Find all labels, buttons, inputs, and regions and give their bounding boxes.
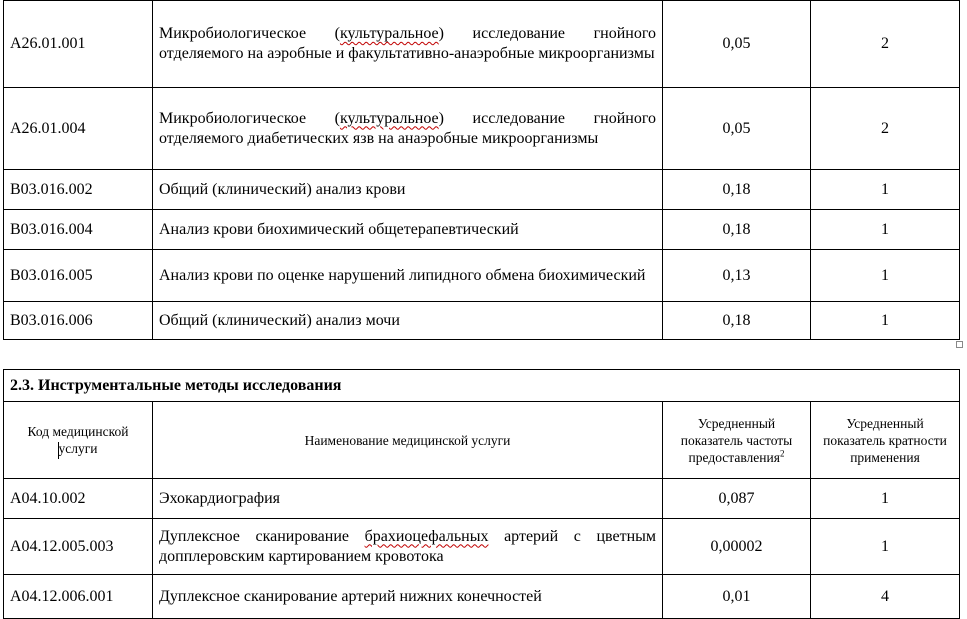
table-row <box>4 302 960 340</box>
spellcheck-word[interactable]: брахиоцефальных <box>364 527 489 545</box>
frequency-value: 0,05 <box>663 88 811 170</box>
table-row <box>4 88 960 170</box>
service-name: Анализ крови по оценке нарушений липидного обмена биохимический <box>153 250 663 302</box>
frequency-value: 0,18 <box>663 210 811 250</box>
frequency-value: 0,18 <box>663 302 811 340</box>
service-code: B03.016.006 <box>4 302 153 340</box>
service-code: B03.016.004 <box>4 210 153 250</box>
services-table-lab <box>3 0 960 340</box>
service-name <box>153 88 663 170</box>
service-name: Анализ крови биохимический общетерапевтический <box>153 210 663 250</box>
multiplicity-value: 1 <box>811 170 960 210</box>
footnote-marker: 2 <box>779 448 785 458</box>
table-header-row <box>4 402 960 479</box>
service-name: Эхокардиография <box>153 479 663 519</box>
multiplicity-value: 2 <box>811 1 960 88</box>
frequency-value: 0,087 <box>663 479 811 519</box>
header-code: Код медицинской услуги <box>4 402 153 479</box>
spellcheck-word[interactable]: культуральное <box>339 25 439 42</box>
table-row <box>4 519 960 575</box>
services-table-instrumental <box>3 369 960 619</box>
name-part: Микробиологическое ( <box>159 109 340 127</box>
service-code: A04.10.002 <box>4 479 153 519</box>
service-name: Дуплексное сканирование артерий нижних конечностей <box>153 575 663 619</box>
table-row <box>4 250 960 302</box>
service-code: A26.01.004 <box>4 88 153 170</box>
service-code: A04.12.005.003 <box>4 519 153 575</box>
section-title: 2.3. Инструментальные методы исследования <box>4 370 960 402</box>
service-code: A04.12.006.001 <box>4 575 153 619</box>
multiplicity-value: 1 <box>811 250 960 302</box>
table-row <box>4 170 960 210</box>
service-name: Общий (клинический) анализ крови <box>153 170 663 210</box>
section-title-row <box>4 370 960 402</box>
frequency-value: 0,00002 <box>663 519 811 575</box>
service-code: B03.016.005 <box>4 250 153 302</box>
table-row <box>4 575 960 619</box>
multiplicity-value: 1 <box>811 210 960 250</box>
frequency-value: 0,13 <box>663 250 811 302</box>
service-code: A26.01.001 <box>4 1 153 88</box>
table-row <box>4 210 960 250</box>
frequency-value: 0,18 <box>663 170 811 210</box>
service-name <box>153 519 663 575</box>
service-code: B03.016.002 <box>4 170 153 210</box>
header-frequency-label: Усредненный показатель частоты предоставления <box>680 415 793 465</box>
header-multiplicity: Усредненный показатель кратности применения <box>811 402 960 479</box>
service-name <box>153 1 663 88</box>
frequency-value: 0,01 <box>663 575 811 619</box>
frequency-value: 0,05 <box>663 1 811 88</box>
service-name: Общий (клинический) анализ мочи <box>153 302 663 340</box>
multiplicity-value: 1 <box>811 479 960 519</box>
name-part: артерий с цветным допплеровским картированием кровотока <box>159 527 657 565</box>
header-frequency <box>663 402 811 479</box>
table-resize-handle[interactable] <box>956 341 963 348</box>
multiplicity-value: 2 <box>811 88 960 170</box>
multiplicity-value: 1 <box>811 302 960 340</box>
name-part: Микробиологическое ( <box>159 25 340 42</box>
text-cursor <box>58 442 59 459</box>
name-part: Дуплексное сканирование <box>159 527 365 545</box>
header-name: Наименование медицинской услуги <box>153 402 663 479</box>
table-row <box>4 1 960 88</box>
name-part: ) исследование гнойного отделяемого на аэробные и факультативно-анаэробные микроорганизмы <box>159 25 656 62</box>
spellcheck-word[interactable]: культуральное <box>339 109 439 127</box>
multiplicity-value: 4 <box>811 575 960 619</box>
multiplicity-value: 1 <box>811 519 960 575</box>
name-part: ) исследование гнойного отделяемого диабетических язв на анаэробные микроорганизмы <box>159 109 656 147</box>
table-row <box>4 479 960 519</box>
